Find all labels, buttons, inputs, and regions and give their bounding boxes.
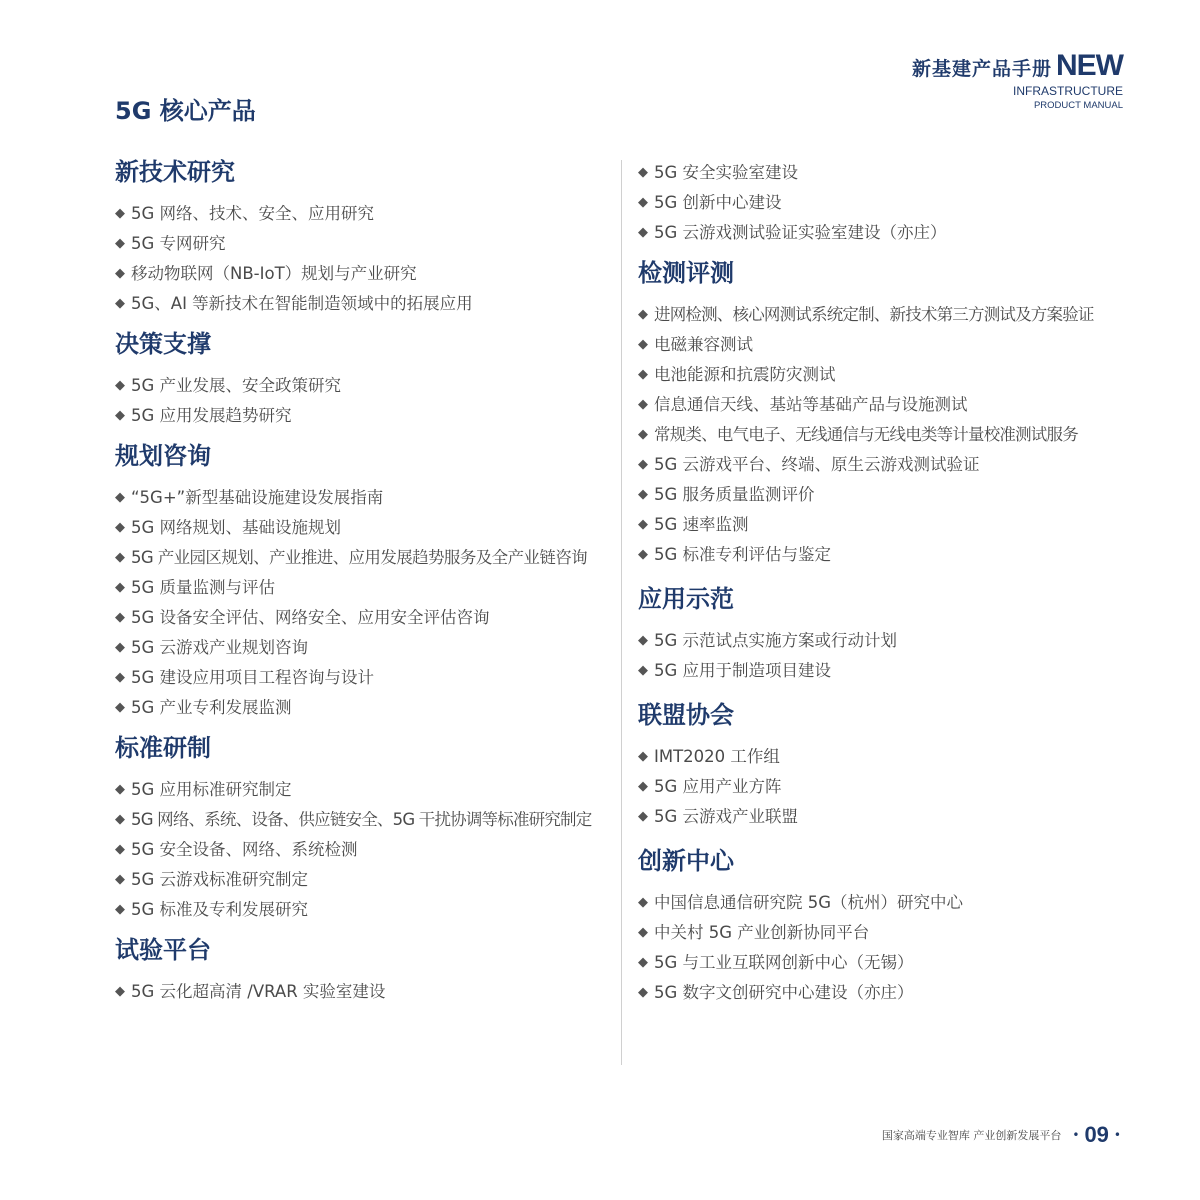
brand-header (911, 49, 1123, 111)
list-item: ◆ 5G 设备安全评估、网络安全、应用安全评估咨询 (115, 603, 615, 633)
list-item: ◆ 5G 示范试点实施方案或行动计划 (638, 626, 1158, 656)
section-title: 新技术研究 (115, 158, 235, 186)
diamond-bullet-icon: ◆ (115, 520, 125, 535)
section-title: 应用示范 (638, 585, 734, 613)
diamond-bullet-icon: ◆ (115, 550, 125, 565)
section-title: 检测评测 (638, 259, 734, 287)
diamond-bullet-icon: ◆ (115, 782, 125, 797)
diamond-bullet-icon: ◆ (638, 895, 648, 910)
brand-title-cn: 新基建产品手册 (911, 58, 1052, 80)
list-item: ◆ 5G 数字文创研究中心建设（亦庄） (638, 978, 1158, 1008)
diamond-bullet-icon: ◆ (115, 580, 125, 595)
list-item: ◆ 5G 应用发展趋势研究 (115, 401, 615, 431)
list-item: ◆ 中关村 5G 产业创新协同平台 (638, 918, 1158, 948)
diamond-bullet-icon: ◆ (638, 749, 648, 764)
section-demo (638, 582, 1158, 686)
diamond-bullet-icon: ◆ (115, 378, 125, 393)
diamond-bullet-icon: ◆ (638, 487, 648, 502)
list-item: ◆ 5G 云游戏平台、终端、原生云游戏测试验证 (638, 450, 1158, 480)
list-item: ◆ 5G 质量监测与评估 (115, 573, 615, 603)
diamond-bullet-icon: ◆ (638, 779, 648, 794)
list-item: ◆ 进网检测、核心网测试系统定制、新技术第三方测试及方案验证 (638, 300, 1158, 330)
diamond-bullet-icon: ◆ (638, 517, 648, 532)
list-item: ◆ “5G+”新型基础设施建设发展指南 (115, 483, 615, 513)
diamond-bullet-icon: ◆ (638, 165, 648, 180)
section-innovation (638, 844, 1158, 1008)
section-title: 决策支撑 (115, 330, 211, 358)
section-decision (115, 327, 615, 431)
list-item: ◆ 5G 标准专利评估与鉴定 (638, 540, 1158, 570)
list-item: ◆ 5G、AI 等新技术在智能制造领域中的拓展应用 (115, 289, 615, 319)
list-item: ◆ 5G 应用产业方阵 (638, 772, 1158, 802)
diamond-bullet-icon: ◆ (638, 547, 648, 562)
diamond-bullet-icon: ◆ (115, 902, 125, 917)
list-item: ◆ IMT2020 工作组 (638, 742, 1158, 772)
page-number: 09 (1084, 1122, 1109, 1147)
diamond-bullet-icon: ◆ (115, 296, 125, 311)
diamond-bullet-icon: ◆ (638, 985, 648, 1000)
dot-icon: • (1113, 1128, 1121, 1142)
list-item: ◆ 5G 产业发展、安全政策研究 (115, 371, 615, 401)
diamond-bullet-icon: ◆ (115, 984, 125, 999)
section-title: 试验平台 (115, 936, 211, 964)
list-item: ◆ 5G 产业园区规划、产业推进、应用发展趋势服务及全产业链咨询 (115, 543, 615, 573)
section-new-tech (115, 155, 615, 319)
list-item: ◆ 5G 与工业互联网创新中心（无锡） (638, 948, 1158, 978)
diamond-bullet-icon: ◆ (115, 610, 125, 625)
list-item: ◆ 5G 云化超高清 /VRAR 实验室建设 (115, 977, 615, 1007)
page-title: 5G 核心产品 (115, 97, 256, 125)
list-item: ◆ 5G 网络、系统、设备、供应链安全、5G 干扰协调等标准研究制定 (115, 805, 615, 835)
diamond-bullet-icon: ◆ (638, 195, 648, 210)
list-item: ◆ 常规类、电气电子、无线通信与无线电类等计量校准测试服务 (638, 420, 1158, 450)
list-item: ◆ 5G 专网研究 (115, 229, 615, 259)
diamond-bullet-icon: ◆ (638, 955, 648, 970)
list-item: ◆ 5G 建设应用项目工程咨询与设计 (115, 663, 615, 693)
list-item: ◆ 信息通信天线、基站等基础产品与设施测试 (638, 390, 1158, 420)
section-title: 规划咨询 (115, 442, 211, 470)
section-alliance (638, 698, 1158, 832)
list-item: ◆ 电磁兼容测试 (638, 330, 1158, 360)
list-item: ◆ 移动物联网（NB-IoT）规划与产业研究 (115, 259, 615, 289)
brand-subtitle-2: PRODUCT MANUAL (1033, 100, 1123, 111)
list-item: ◆ 5G 云游戏产业规划咨询 (115, 633, 615, 663)
list-item: ◆ 5G 创新中心建设 (638, 188, 1158, 218)
diamond-bullet-icon: ◆ (115, 812, 125, 827)
section-test-platform (115, 933, 615, 1007)
diamond-bullet-icon: ◆ (115, 872, 125, 887)
list-item: ◆ 5G 应用标准研究制定 (115, 775, 615, 805)
list-item: ◆ 5G 产业专利发展监测 (115, 693, 615, 723)
list-item: ◆ 5G 安全设备、网络、系统检测 (115, 835, 615, 865)
diamond-bullet-icon: ◆ (115, 236, 125, 251)
diamond-bullet-icon: ◆ (638, 397, 648, 412)
diamond-bullet-icon: ◆ (638, 225, 648, 240)
right-column (638, 158, 1158, 1008)
diamond-bullet-icon: ◆ (638, 925, 648, 940)
diamond-bullet-icon: ◆ (115, 700, 125, 715)
list-item: ◆ 5G 速率监测 (638, 510, 1158, 540)
continued-list (638, 158, 1158, 248)
diamond-bullet-icon: ◆ (638, 663, 648, 678)
diamond-bullet-icon: ◆ (115, 490, 125, 505)
list-item: ◆ 5G 云游戏测试验证实验室建设（亦庄） (638, 218, 1158, 248)
section-planning (115, 439, 615, 723)
diamond-bullet-icon: ◆ (638, 307, 648, 322)
list-item: ◆ 5G 网络规划、基础设施规划 (115, 513, 615, 543)
brand-title-en: NEW (1056, 49, 1123, 82)
dot-icon: • (1072, 1128, 1080, 1142)
diamond-bullet-icon: ◆ (638, 337, 648, 352)
diamond-bullet-icon: ◆ (115, 206, 125, 221)
list-item: ◆ 电池能源和抗震防灾测试 (638, 360, 1158, 390)
list-item: ◆ 5G 安全实验室建设 (638, 158, 1158, 188)
section-title: 创新中心 (638, 847, 734, 875)
list-item: ◆ 5G 标准及专利发展研究 (115, 895, 615, 925)
diamond-bullet-icon: ◆ (115, 842, 125, 857)
left-column (115, 155, 615, 1007)
section-title: 标准研制 (115, 734, 211, 762)
diamond-bullet-icon: ◆ (638, 427, 648, 442)
list-item: ◆ 5G 应用于制造项目建设 (638, 656, 1158, 686)
diamond-bullet-icon: ◆ (115, 408, 125, 423)
column-divider (621, 160, 622, 1065)
section-title: 联盟协会 (638, 701, 734, 729)
diamond-bullet-icon: ◆ (638, 633, 648, 648)
list-item: ◆ 5G 云游戏标准研究制定 (115, 865, 615, 895)
section-standards (115, 731, 615, 925)
brand-subtitle-1: INFRASTRUCTURE (1013, 84, 1123, 98)
diamond-bullet-icon: ◆ (115, 670, 125, 685)
diamond-bullet-icon: ◆ (638, 809, 648, 824)
section-testing (638, 256, 1158, 570)
footer-text: 国家高端专业智库 产业创新发展平台 (881, 1129, 1062, 1142)
list-item: ◆ 5G 云游戏产业联盟 (638, 802, 1158, 832)
diamond-bullet-icon: ◆ (638, 457, 648, 472)
page-footer (882, 1122, 1126, 1148)
diamond-bullet-icon: ◆ (115, 640, 125, 655)
list-item: ◆ 中国信息通信研究院 5G（杭州）研究中心 (638, 888, 1158, 918)
list-item: ◆ 5G 网络、技术、安全、应用研究 (115, 199, 615, 229)
diamond-bullet-icon: ◆ (638, 367, 648, 382)
list-item: ◆ 5G 服务质量监测评价 (638, 480, 1158, 510)
diamond-bullet-icon: ◆ (115, 266, 125, 281)
